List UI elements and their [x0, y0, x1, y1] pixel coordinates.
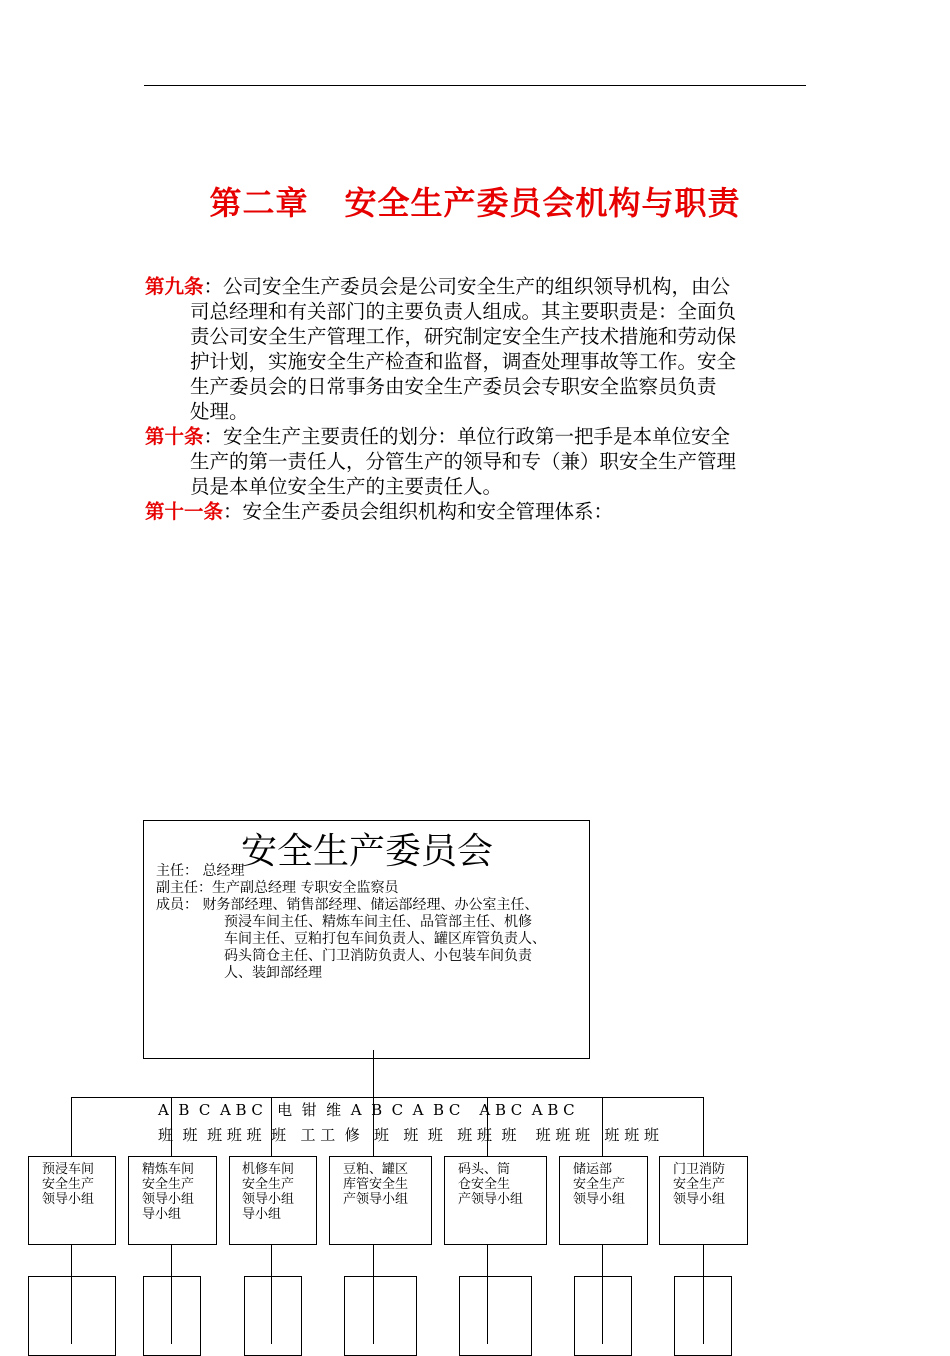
- subgroup-box: [143, 1276, 201, 1356]
- article-text: 生产委员会的日常事务由安全生产委员会专职安全监察员负责: [190, 375, 717, 398]
- header-rule: [144, 85, 806, 86]
- group-box: 码头、筒 仓安全生 产领导小组: [444, 1156, 547, 1245]
- branch-drop: [703, 1097, 704, 1157]
- group-box: 储运部 安全生产 领导小组: [559, 1156, 648, 1245]
- subgroup-box: [674, 1276, 732, 1356]
- group-box: 门卫消防 安全生产 领导小组: [659, 1156, 748, 1245]
- subgroup-box: [459, 1276, 532, 1356]
- subgroup-box: [28, 1276, 116, 1356]
- article-text: 生产的第一责任人，分管生产的领导和专（兼）职安全生产管理: [190, 450, 737, 473]
- article-11: [145, 499, 807, 524]
- chapter-title: [0, 178, 950, 224]
- article-text: ：公司安全生产委员会是公司安全生产的组织领导机构，由公: [203, 275, 731, 298]
- branch-drop: [71, 1097, 72, 1157]
- article-label: 第十条: [145, 425, 204, 448]
- article-text: 责公司安全生产管理工作，研究制定安全生产技术措施和劳动保: [190, 325, 737, 348]
- article-text: ：安全生产主要责任的划分：单位行政第一把手是本单位安全: [203, 425, 731, 448]
- article-label: 第十一条: [145, 500, 224, 523]
- article-text: 司总经理和有关部门的主要负责人组成。其主要职责是：全面负: [190, 300, 737, 323]
- group-box: 预浸车间 安全生产 领导小组: [28, 1156, 116, 1245]
- group-box: 豆粕、罐区 库管安全生 产领导小组: [329, 1156, 432, 1245]
- article-text: 护计划，实施安全生产检查和监督，调查处理事故等工作。安全: [190, 350, 737, 373]
- article-9: [145, 274, 807, 424]
- committee-members: 主任： 总经理 副主任：生产副总经理 专职安全监察员 成员： 财务部经理、销售部经理、储运部经理、办公室主任、 预浸车间主任、精炼车间主任、品管部主任、机修 车间主任、豆粕打包车间负责人、罐区库管负责人、 码头筒仓主任、门卫消防负责人、小包装车间负责 人、装卸部经理: [156, 863, 546, 981]
- branch-connector: [71, 1097, 704, 1098]
- subgroup-box: [344, 1276, 417, 1356]
- team-names-row: A B C A B C 电 钳 维 A B C A B C A B C A B C: [158, 1101, 575, 1119]
- committee-title: 安全生产委员会: [240, 831, 493, 872]
- article-10: [145, 424, 807, 499]
- group-box: 精炼车间 安全生产 领导小组 导小组: [128, 1156, 217, 1245]
- article-text: 员是本单位安全生产的主要责任人。: [190, 475, 503, 498]
- subgroup-box: [244, 1276, 302, 1356]
- committee-box: [143, 820, 590, 1059]
- chapter-name: 安全生产委员会机构与职责: [344, 184, 741, 222]
- article-label: 第九条: [145, 275, 204, 298]
- article-text: ：安全生产委员会组织机构和安全管理体系：: [223, 500, 614, 523]
- group-box: 机修车间 安全生产 领导小组 导小组: [229, 1156, 317, 1245]
- team-shift-row: 班 班 班 班 班 班 工 工 修 班 班 班 班 班 班 班 班 班 班 班 班: [158, 1126, 659, 1144]
- subgroup-box: [574, 1276, 632, 1356]
- chapter-number: 第二章: [209, 184, 309, 222]
- article-text: 处理。: [190, 400, 249, 423]
